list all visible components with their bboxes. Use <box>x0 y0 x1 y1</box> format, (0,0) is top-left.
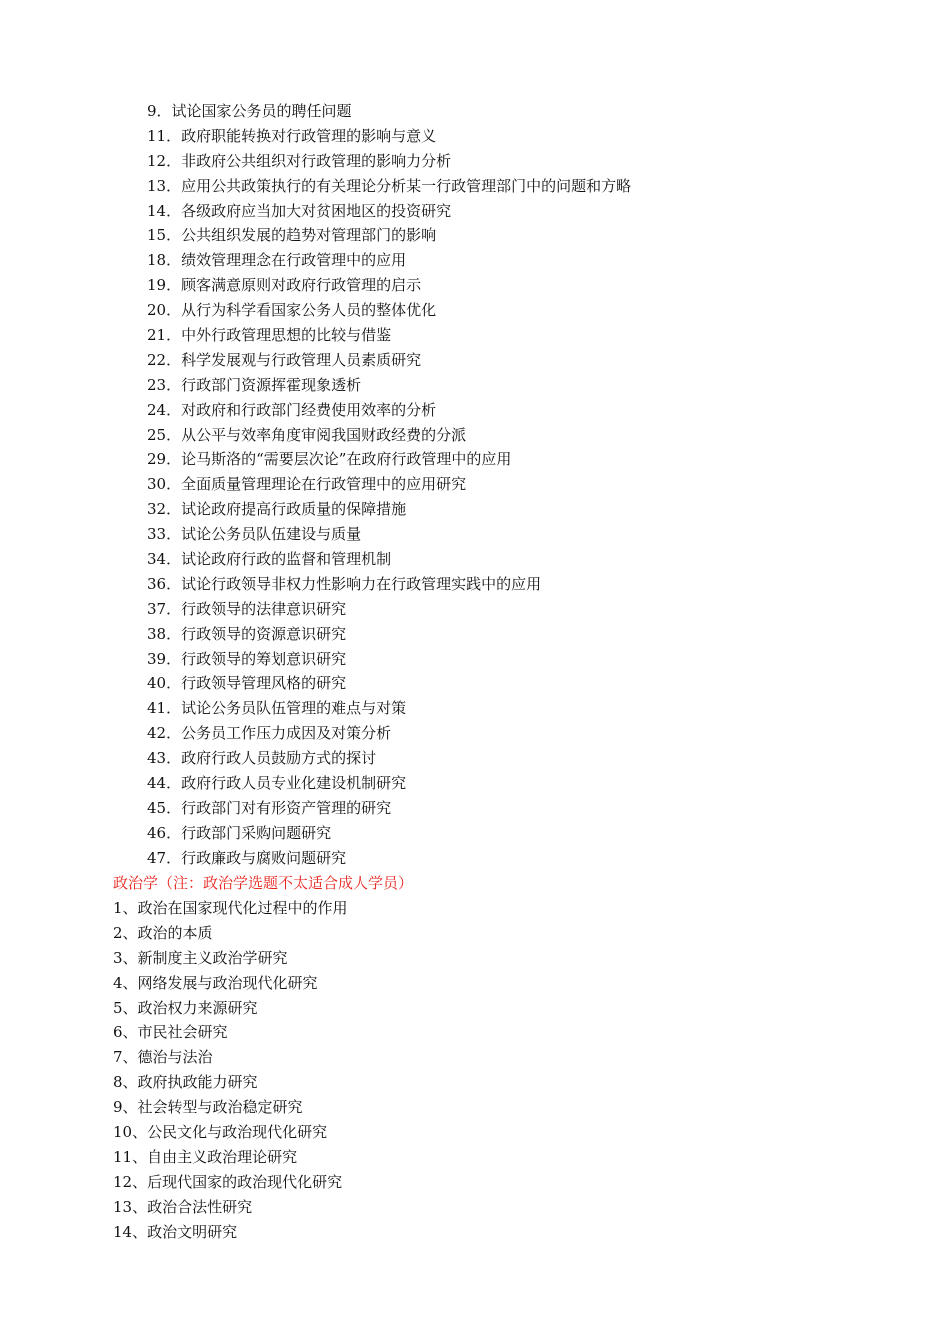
list-item: 5、政治权力来源研究 <box>113 998 258 1017</box>
list-item: 37．行政领导的法律意识研究 <box>147 599 347 618</box>
list-item: 44．政府行政人员专业化建设机制研究 <box>147 774 407 793</box>
list-item: 9、社会转型与政治稳定研究 <box>113 1098 303 1117</box>
list-item: 46．行政部门采购问题研究 <box>147 823 332 842</box>
list-item: 36．试论行政领导非权力性影响力在行政管理实践中的应用 <box>147 574 542 593</box>
politics-topic-list <box>113 896 348 1244</box>
list-item: 39．行政领导的筹划意识研究 <box>147 649 347 668</box>
list-item: 12、后现代国家的政治现代化研究 <box>113 1172 343 1191</box>
list-item: 47．行政廉政与腐败问题研究 <box>147 848 347 867</box>
list-item: 20．从行为科学看国家公务人员的整体优化 <box>147 301 437 320</box>
list-item: 12．非政府公共组织对行政管理的影响力分析 <box>147 151 452 170</box>
list-item: 33．试论公务员队伍建设与质量 <box>147 525 362 544</box>
list-item: 38．行政领导的资源意识研究 <box>147 624 347 643</box>
list-item: 41．试论公务员队伍管理的难点与对策 <box>147 699 407 718</box>
list-item: 30．全面质量管理理论在行政管理中的应用研究 <box>147 475 467 494</box>
list-item: 7、德治与法治 <box>113 1048 213 1067</box>
list-item: 4、网络发展与政治现代化研究 <box>113 973 318 992</box>
list-item: 2、政治的本质 <box>113 923 213 942</box>
list-item: 3、新制度主义政治学研究 <box>113 948 288 967</box>
list-item: 23．行政部门资源挥霍现象透析 <box>147 375 362 394</box>
list-item: 13．应用公共政策执行的有关理论分析某一行政管理部门中的问题和方略 <box>147 176 632 195</box>
list-item: 13、政治合法性研究 <box>113 1197 253 1216</box>
list-item: 24．对政府和行政部门经费使用效率的分析 <box>147 400 437 419</box>
politics-section-heading: 政治学（注：政治学选题不太适合成人学员） <box>113 874 414 892</box>
list-item: 25．从公平与效率角度审阅我国财政经费的分派 <box>147 425 467 444</box>
admin-topic-list <box>147 99 631 871</box>
list-item: 11．政府职能转换对行政管理的影响与意义 <box>147 126 437 145</box>
list-item: 42．公务员工作压力成因及对策分析 <box>147 724 392 743</box>
list-item: 18．绩效管理理念在行政管理中的应用 <box>147 251 407 270</box>
list-item: 9．试论国家公务员的聘任问题 <box>147 102 352 120</box>
list-item: 14．各级政府应当加大对贫困地区的投资研究 <box>147 201 452 220</box>
list-item: 10、公民文化与政治现代化研究 <box>113 1123 328 1142</box>
list-item: 29．论马斯洛的“需要层次论”在政府行政管理中的应用 <box>147 450 512 469</box>
list-item: 14、政治文明研究 <box>113 1222 238 1241</box>
list-item: 32．试论政府提高行政质量的保障措施 <box>147 500 407 519</box>
list-item: 43．政府行政人员鼓励方式的探讨 <box>147 749 377 768</box>
list-item: 34．试论政府行政的监督和管理机制 <box>147 550 392 569</box>
list-item: 21．中外行政管理思想的比较与借鉴 <box>147 326 392 345</box>
list-item: 6、市民社会研究 <box>113 1023 228 1042</box>
list-item: 22．科学发展观与行政管理人员素质研究 <box>147 350 422 369</box>
list-item: 8、政府执政能力研究 <box>113 1073 258 1092</box>
list-item: 1、政治在国家现代化过程中的作用 <box>113 899 348 917</box>
list-item: 11、自由主义政治理论研究 <box>113 1147 298 1166</box>
list-item: 19．顾客满意原则对政府行政管理的启示 <box>147 276 422 295</box>
list-item: 45．行政部门对有形资产管理的研究 <box>147 798 392 817</box>
list-item: 40．行政领导管理风格的研究 <box>147 674 347 693</box>
list-item: 15．公共组织发展的趋势对管理部门的影响 <box>147 226 437 245</box>
